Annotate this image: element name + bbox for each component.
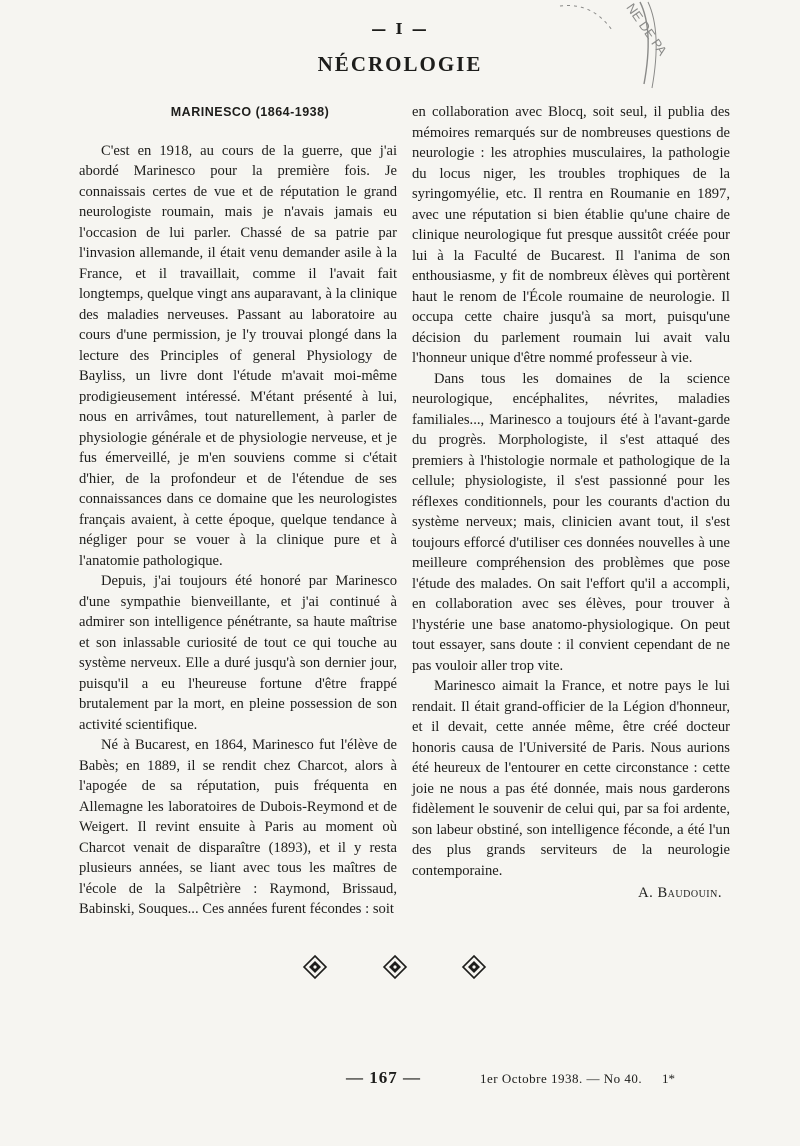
page-footer xyxy=(0,1068,800,1092)
diamond-ornament-icon xyxy=(383,955,407,979)
article-left-column xyxy=(79,102,397,920)
svg-text:NE DE PA: NE DE PA xyxy=(623,0,671,59)
author-signature: A. Baudouin. xyxy=(638,885,722,901)
paragraph: Dans tous les domaines de la science neurologique, encéphalites, névrites, maladies familiales..., Marinesco a toujours été à l'avant-garde du progrès. Morphologiste, il s'est attaqué des premiers à l'histologie normale et pathologique de la cellule; physiologiste, il s'est passionné pour les réflexes conditionnels, pour les courants d'action du système nerveux; mais, clinicien avant tout, il s'est toujours efforcé d'utiliser ces données nouvelles à une meilleure compréhension des problèmes que pose l'étude des malades. On sait l'effort qu'il a accompli, en collaboration avec ses élèves, pour trouver à l'hystérie une base anatomo-physiologique. On peut tout essayer, sans doute : il convient cependant de ne pas vouloir aller trop vite. xyxy=(412,370,730,674)
library-stamp xyxy=(552,0,671,96)
article-right-column xyxy=(412,102,730,904)
article-heading: MARINESCO (1864-1938) xyxy=(170,105,330,119)
paragraph: C'est en 1918, au cours de la guerre, que j'ai abordé Marinesco pour la première fois. Je connaissais certes de vue et de réputation le grand neurologiste roumain, mais je n'avais jamais eu l'occasion de lui parler. Chassé de sa patrie par l'invasion allemande, il était venu demander asile à la France, et il travaillait, comme il l'avait fait longtemps, quelque vingt ans auparavant, à la clinique des maladies nerveuses. Passant au laboratoire au cours d'une permission, je l'y trouvai plongé dans la lecture des Principles of general Physiology de Bayliss, un livre dont l'étude m'avait moi-même prodigieusement intéressé. M'étant présenté à lui, nous en arrivâmes, tout naturellement, à parler de physiologie générale et de physiologie nerveuse, et je fus émerveillé, je m'en souviens comme si c'était d'hier, de la profondeur et de l'étendue de ses connaissances dans ce domaine que les neurologistes français avaient, à cette époque, quelque tendance à négliger pour se vouer à la clinique pure et à l'anatomie pathologique. xyxy=(79,142,397,569)
paragraph: Marinesco aimait la France, et notre pays le lui rendait. Il était grand-officier de la Légion d'honneur, et il devait, cette année même, être créé docteur honoris causa de l'Université de Paris. Nous aurions été heureux de l'entourer en cette circonstance : cette joie ne nous a pas été donnée, mais nous garderons fidèlement le souvenir de celui qui, par sa foi ardente, son labeur obstiné, son intelligence féconde, a été l'un des plus grands serviteurs de la neurologie contemporaine. xyxy=(412,678,730,879)
footer-signature-mark: 1* xyxy=(662,1071,675,1086)
page-number-header: — I — xyxy=(371,20,429,38)
footer-page-number: — 167 — xyxy=(346,1068,421,1087)
paragraph: en collaboration avec Blocq, soit seul, il publia des mémoires remarqués sur de nombreuses questions de neurologie : les atrophies musculaires, la pathologie du locus niger, les troubles trophiques de la syringomyélie, etc. Il rentra en Roumanie en 1897, avec une réputation si bien établie qu'une chaire de clinique neurologique fut presque aussitôt créée pour lui à la Faculté de Bucarest. Il l'anima de son enthousiasme, y fit de nombreux élèves qui portèrent haut le renom de l'École roumaine de neurologie. Il occupa cette chaire jusqu'à sa mort, puisqu'une décision du parlement roumain lui avait valu l'honneur unique d'être nommé professeur à vie. xyxy=(412,104,730,366)
diamond-ornament-icon xyxy=(303,955,327,979)
ornament-row xyxy=(0,955,800,985)
section-title: NÉCROLOGIE xyxy=(317,52,483,76)
paragraph: Depuis, j'ai toujours été honoré par Marinesco d'une sympathie bienveillante, et j'ai continué à admirer son intelligence pénétrante, sa haute maîtrise et son inlassable curiosité de tout ce qui touche au système nerveux. Elle a duré jusqu'à son dernier jour, puisqu'il a eu l'heureuse fortune d'être frappé brutalement par la mort, en pleine possession de son activité scientifique. xyxy=(79,573,397,733)
footer-issue-date: 1er Octobre 1938. — No 40. xyxy=(480,1071,643,1086)
paragraph: Né à Bucarest, en 1864, Marinesco fut l'élève de Babès; en 1889, il se rendit chez Charcot, alors à l'apogée de sa réputation, puis fréquenta en Allemagne les laboratoires de Dubois-Reymond et de Weigert. Il revint ensuite à Paris au moment où Charcot venait de disparaître (1893), et il y resta plusieurs années, se liant avec tous les maîtres de l'école de la Salpêtrière : Raymond, Brissaud, Babinski, Souques... Ces années furent fécondes : soit xyxy=(79,737,397,917)
diamond-ornament-icon xyxy=(462,955,486,979)
